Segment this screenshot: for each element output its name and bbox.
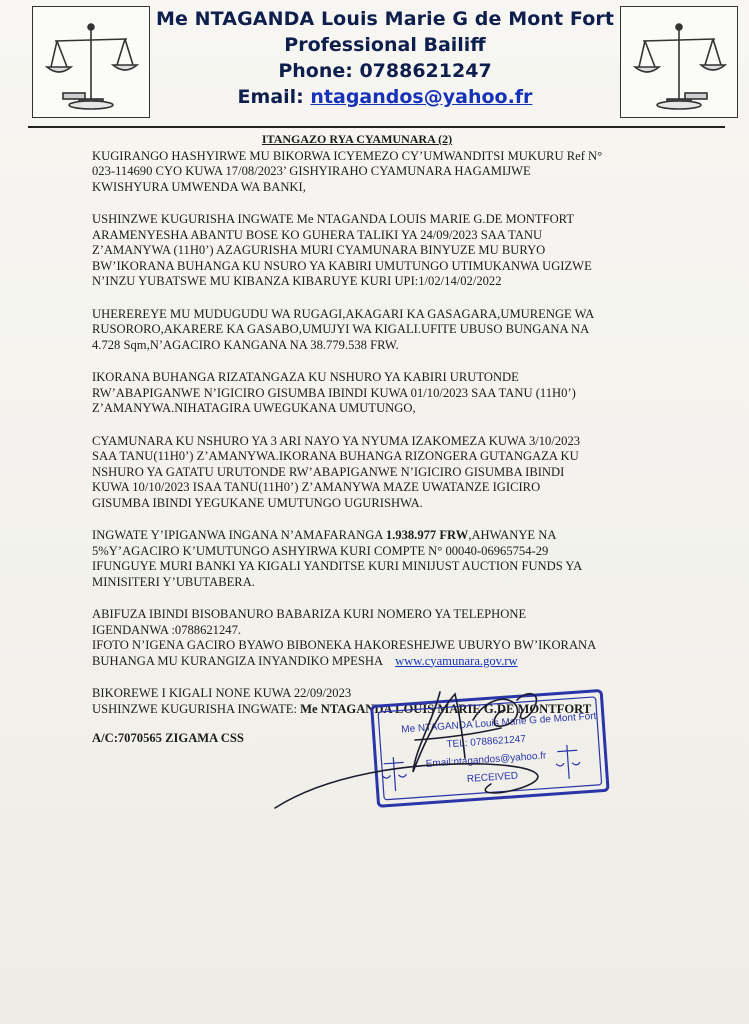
text-line: USHINZWE KUGURISHA INGWATE Me NTAGANDA LOUIS MARIE G.DE MONTFORT — [92, 212, 575, 226]
text-line: 023-114690 CYO KUWA 17/08/2023’ GISHYIRAHO CYAMUNARA HAGAMIJWE — [92, 164, 531, 178]
paragraph-2 — [92, 212, 682, 290]
text-line: IGENDANWA :0788621247. — [92, 622, 242, 637]
text-line: Z’AMANYWA (11H0’) AZAGURISHA MURI CYAMUNARA BINYUZE MU BURYO — [92, 243, 546, 257]
text-line: BW’IKORANA BUHANGA KU NSURO YA KABIRI UMUTUNGO UTIMUKANWA UGIZWE — [92, 258, 592, 273]
text-line: ARAMENYESHA ABANTU BOSE KO GUHERA TALIKI YA 24/09/2023 SAA TANU — [92, 227, 543, 242]
text-line: KUGIRANGO HASHYIRWE MU BIKORWA ICYEMEZO CY’UMWANDITSI MUKURU Ref N° — [92, 148, 603, 163]
email-link[interactable]: ntagandos@yahoo.fr — [310, 86, 533, 108]
handwritten-signature — [275, 692, 538, 808]
text-line: RW’ABAPIGANWE N’IGICIRO GISUMBA IBINDI KUWA 01/10/2023 SAA TANU (11H0’) — [92, 385, 576, 400]
text-line: IKORANA BUHANGA RIZATANGAZA KU NSHURO YA KABIRI URUTONDE — [92, 370, 519, 384]
official-stamp — [265, 680, 625, 840]
text-line: 5%Y’AGACIRO K’UMUTUNGO ASHYIRWA KURI COMPTE N° 00040-06965754-29 — [92, 543, 549, 558]
deposit-amount: 1.938.977 FRW — [385, 528, 469, 542]
text-line: UHEREREYE MU MUDUGUDU WA RUGAGI,AKAGARI KA GASAGARA,UMURENGE WA — [92, 306, 595, 321]
paragraph-7 — [92, 607, 682, 669]
bailiff-email — [150, 84, 620, 110]
scales-of-justice-icon — [381, 744, 581, 792]
bailiff-name: Me NTAGANDA Louis Marie G de Mont Fort — [155, 8, 615, 30]
header-divider — [28, 126, 725, 128]
text-line: CYAMUNARA KU NSHURO YA 3 ARI NAYO YA NYUMA IZAKOMEZA KUWA 3/10/2023 — [92, 433, 581, 448]
scales-of-justice-icon — [621, 7, 737, 117]
text-line: KUWA 10/10/2023 ISAA TANU(11H0’) Z’AMANYWA MAZE UWATANZE IGICIRO — [92, 480, 541, 494]
logo-right — [620, 6, 738, 118]
logo-left — [32, 6, 150, 118]
text-line: ABIFUZA IBINDI BISOBANURO BABARIZA KURI NOMERO YA TELEPHONE — [92, 607, 527, 621]
text-line: GISUMBA IBINDI YEGUKANE UMUTUNGO UGURISHWA. — [92, 495, 423, 510]
stamp-line-1: Me NTAGANDA Louis Marie G de Mont Fort — [400, 710, 597, 736]
notice-body — [92, 132, 682, 747]
text-segment: ,AHWANYE NA — [468, 528, 557, 542]
paragraph-4 — [92, 370, 682, 417]
email-label: Email: — [237, 86, 311, 108]
paragraph-1 — [92, 149, 682, 196]
paragraph-3 — [92, 307, 682, 354]
text-segment: BUHANGA MU KURANGIZA INYANDIKO MPESHA — [92, 653, 384, 668]
bailiff-phone: Phone: 0788621247 — [278, 60, 492, 82]
text-line — [92, 654, 682, 670]
text-line: SAA TANU(11H0’) Z’AMANYWA.IKORANA BUHANGA RIZONGERA GUTANGAZA KU — [92, 449, 579, 463]
cyamunara-website-link[interactable]: www.cyamunara.gov.rw — [395, 653, 518, 668]
bailiff-signatory: Me NTAGANDA LOUIS MARIE G.DE MONTFORT — [300, 701, 592, 716]
text-line — [92, 528, 682, 544]
text-line: Z’AMANYWA.NIHATAGIRA UWEGUKANA UMUTUNGO, — [92, 401, 416, 415]
paragraph-6 — [92, 528, 682, 590]
stamp-line-3: Email:ntagandos@yahoo.fr — [425, 750, 547, 770]
stamp-line-2: TEL: 0788621247 — [446, 733, 527, 751]
text-line: MINISITERI Y’UBUTABERA. — [92, 574, 255, 589]
account-number: A/C:7070565 ZIGAMA CSS — [92, 731, 244, 745]
paragraph-5 — [92, 434, 682, 512]
text-segment: INGWATE Y’IPIGANWA INGANA N’AMAFARANGA — [92, 528, 386, 542]
stamp-line-4: RECEIVED — [466, 770, 519, 786]
text-line: NSHURO YA GATATU URUTONDE RW’ABAPIGANWE N’IGICIRO GISUMBA IBINDI — [92, 464, 565, 479]
text-line: IFUNGUYE MURI BANKI YA KIGALI YANDITSE KURI MINIJUST AUCTION FUNDS YA — [92, 559, 583, 573]
text-line: N’INZU YUBATSWE MU KIBANZA KIBARUYE KURI UPI:1/02/14/02/2022 — [92, 274, 502, 288]
bailiff-title: Professional Bailiff — [284, 34, 486, 56]
text-line: IFOTO N’IGENA GACIRO BYAWO BIBONEKA HAKORESHEJWE UBURYO BW’IKORANA — [92, 638, 597, 652]
stamp-graphic — [265, 680, 625, 840]
text-segment: USHINZWE KUGURISHA INGWATE: — [92, 701, 301, 716]
text-line: 4.728 Sqm,N’AGACIRO KANGANA NA 38.779.538 FRW. — [92, 337, 399, 352]
text-line: RUSORORO,AKARERE KA GASABO,UMUJYI WA KIGALI.UFITE UBUSO BUNGANA NA — [92, 322, 590, 336]
text-line: KWISHYURA UMWENDA WA BANKI, — [92, 179, 306, 194]
scales-of-justice-icon — [33, 7, 149, 117]
letterhead — [150, 6, 620, 110]
notice-title: ITANGAZO RYA CYAMUNARA (2) — [261, 132, 453, 146]
text-line: BIKOREWE I KIGALI NONE KUWA 22/09/2023 — [92, 686, 352, 700]
